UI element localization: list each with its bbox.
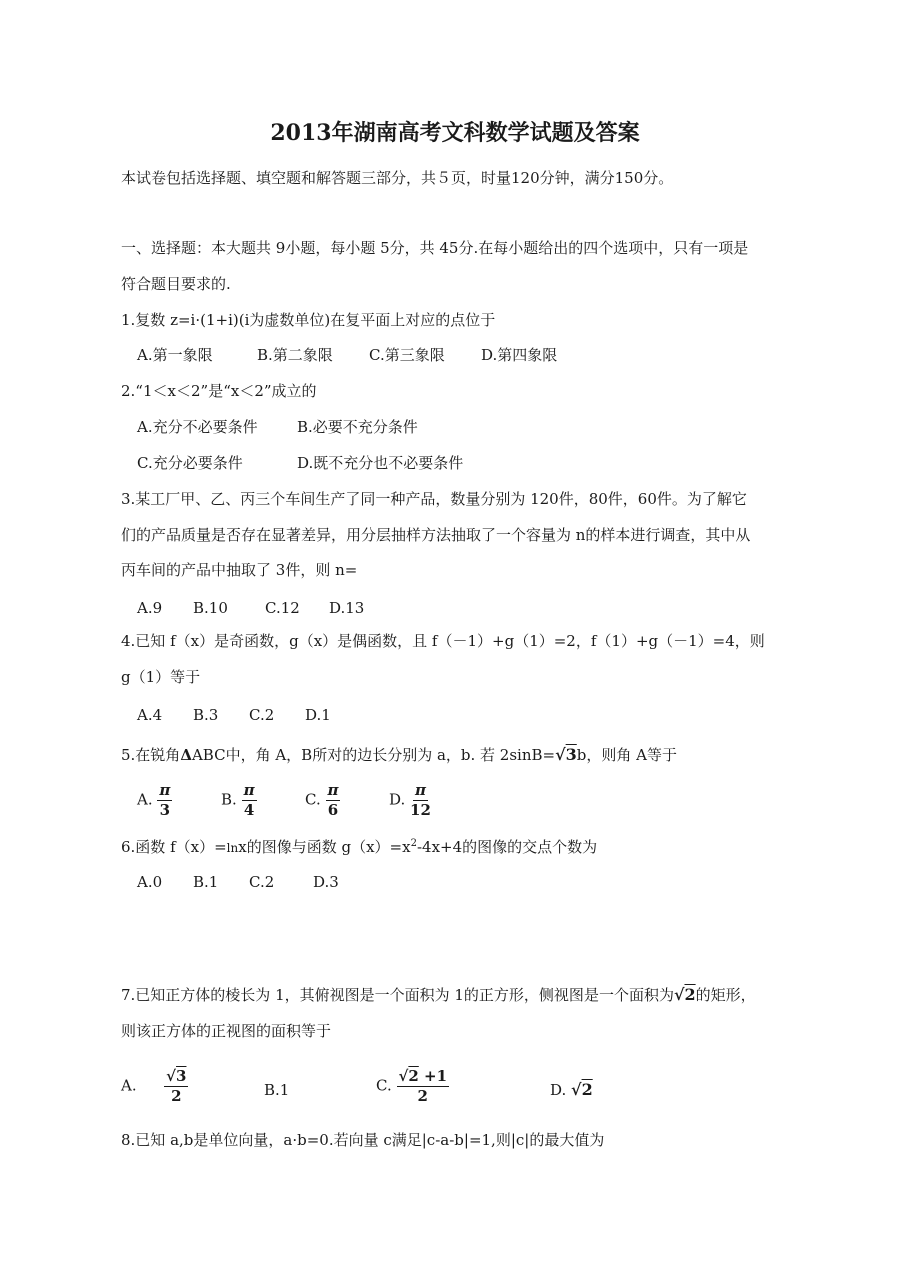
sqrt-radicand: 2 [581,1080,593,1099]
question-2-option-b: B.必要不充分条件 [297,418,418,436]
fraction-numerator: √3 [166,1067,187,1085]
fraction [242,782,257,819]
question-7-stem-line-1 [121,985,756,1005]
page-title: 2013年湖南高考文科数学试题及答案 [270,120,640,146]
numerator-rest: +1 [418,1067,448,1085]
question-5-option-a [137,782,172,819]
question-2-option-d: D.既不充分也不必要条件 [297,454,464,472]
question-7-stem-part-1: 7.已知正方体的棱长为 1，其俯视图是一个面积为 1的正方形，侧视图是一个面积为 [121,986,674,1004]
question-6-option-b: B.1 [193,873,219,891]
question-1-option-c: C.第三象限 [369,346,445,364]
question-5-stem [121,745,677,765]
question-7-stem-part-2: 的矩形， [695,986,756,1004]
question-4-option-b: B.3 [193,706,219,724]
option-label: C. [305,790,321,809]
question-6-option-a: A.0 [137,873,163,891]
option-label: D. [389,790,406,809]
option-label: D. [550,1081,567,1099]
question-3-option-b: B.10 [193,599,228,617]
question-6-stem [121,834,597,858]
question-1-option-b: B.第二象限 [257,346,333,364]
question-4-stem-line-1: 4.已知 f（x）是奇函数，g（x）是偶函数，且 f（－1）+g（1）=2，f（1）+g（－1）=4，则 [121,632,765,650]
fraction-numerator: π [159,781,171,799]
question-3-option-a: A.9 [137,599,163,617]
question-8-stem: 8.已知 a,b是单位向量，a·b=0.若向量 c满足|c-a-b|=1,则|c|的最大值为 [121,1131,605,1149]
question-5-option-c [305,782,340,819]
sqrt-radicand: 3 [176,1067,187,1085]
question-3-stem-line-2: 们的产品质量是否存在显著差异，用分层抽样方法抽取了一个容量为 n的样本进行调查，其中从 [121,526,751,544]
fraction [164,1068,188,1105]
question-2-stem: 2.“1＜x＜2”是“x＜2”成立的 [121,382,317,400]
sqrt-expression: √3 [555,745,577,764]
fraction [326,782,341,819]
question-5-option-b [221,782,257,819]
question-1-option-a: A.第一象限 [137,346,213,364]
question-1-option-d: D.第四象限 [481,346,558,364]
fraction-denominator: 3 [159,801,171,819]
question-7-option-b: B.1 [264,1081,290,1099]
fraction [410,782,431,819]
superscript: 2 [410,838,417,849]
question-4-option-a: A.4 [137,706,163,724]
question-6-stem-part-3: -4x+4的图像的交点个数为 [416,838,598,856]
fraction [397,1068,450,1105]
question-7-option-d [550,1080,593,1100]
question-5-stem-part-3: b，则角 A等于 [576,746,677,764]
sqrt-radicand: 2 [684,985,696,1004]
question-3-stem-line-1: 3.某工厂甲、乙、丙三个车间生产了同一种产品，数量分别为 120件，80件，60件。为了解它 [121,490,747,508]
option-label: B. [221,790,237,809]
sqrt-expression: √2 [571,1080,593,1099]
option-label: A. [121,1076,137,1095]
fraction-numerator: π [414,781,426,799]
question-4-stem-line-2: g（1）等于 [121,668,201,686]
triangle-symbol: Δ [180,746,192,764]
question-5-stem-part-2: ABC中，角 A，B所对的边长分别为 a，b. 若 2sinB= [191,746,556,764]
question-4-option-d: D.1 [305,706,331,724]
sqrt-radicand: 2 [408,1067,419,1085]
fraction-denominator: 2 [171,1087,182,1105]
section-heading-cont: 符合题目要求的. [121,275,231,293]
question-5-option-d [389,782,431,819]
question-5-stem-part-1: 5.在锐角 [121,746,181,764]
intro-text: 本试卷包括选择题、填空题和解答题三部分，共５页，时量120分钟，满分150分。 [121,169,674,187]
question-6-stem-part-1: 6.函数 f（x）= [121,838,227,856]
question-6-option-d: D.3 [313,873,339,891]
question-2-option-c: C.充分必要条件 [137,454,243,472]
fraction-denominator: 12 [410,801,431,819]
fraction-denominator: 2 [417,1087,428,1105]
sqrt-expression: √2 [673,985,696,1004]
question-3-option-d: D.13 [329,599,365,617]
question-1-stem: 1.复数 z=i·(1+i)(i为虚数单位)在复平面上对应的点位于 [121,311,496,329]
fraction [157,782,172,819]
question-4-option-c: C.2 [249,706,275,724]
fraction-numerator: π [327,781,339,799]
question-2-option-a: A.充分不必要条件 [137,418,258,436]
fraction-denominator: 4 [243,801,255,819]
question-7-option-c [376,1068,449,1105]
question-6-stem-part-2: x的图像与函数 g（x）=x [238,838,411,856]
option-label: A. [137,790,153,809]
fraction-numerator: √2 +1 [398,1067,448,1085]
fraction-denominator: 6 [327,801,339,819]
question-7-stem-line-2: 则该正方体的正视图的面积等于 [121,1022,332,1040]
question-3-stem-line-3: 丙车间的产品中抽取了 3件，则 n= [121,561,358,579]
question-6-option-c: C.2 [249,873,275,891]
section-heading: 一、选择题：本大题共 9小题，每小题 5分，共 45分.在每小题给出的四个选项中，只有一项是 [121,239,749,257]
question-7-option-a [121,1068,188,1105]
sqrt-radicand: 3 [565,745,577,764]
fraction-numerator: π [243,781,255,799]
option-label: C. [376,1076,392,1095]
question-3-option-c: C.12 [265,599,300,617]
ln-symbol: ln [226,841,239,855]
